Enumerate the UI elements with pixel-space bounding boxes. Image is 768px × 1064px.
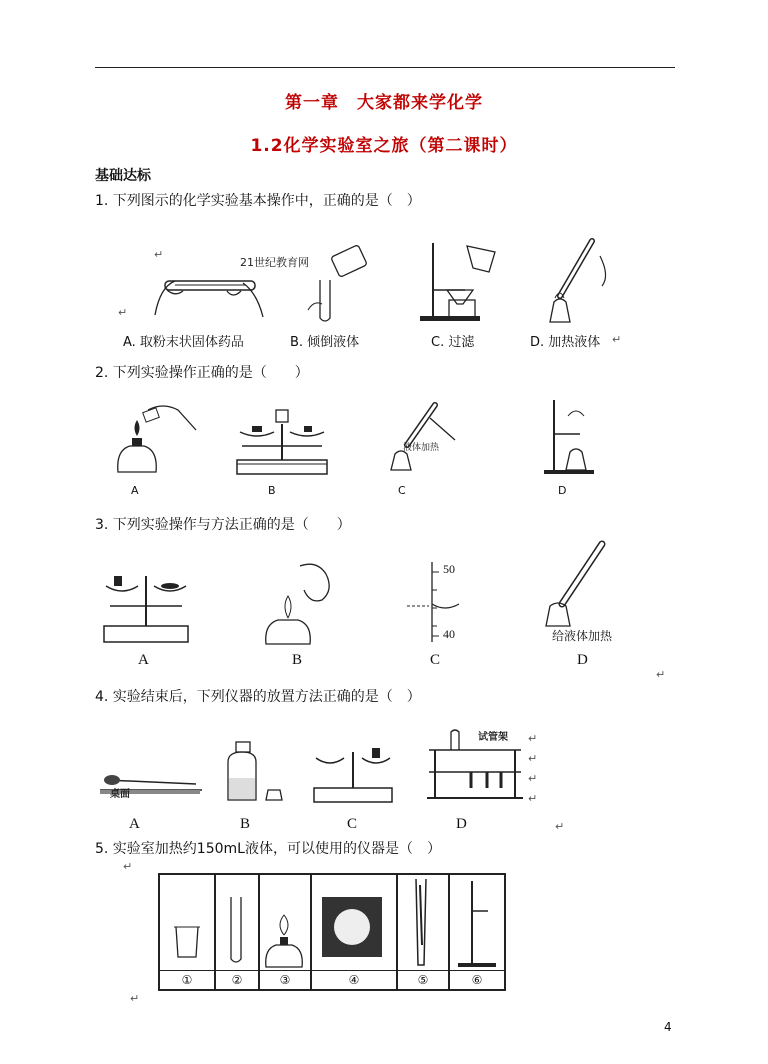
q3-figure-d-heating-liquid	[540, 540, 620, 628]
question-3-text: 3. 下列实验操作与方法正确的是（ ）	[95, 517, 351, 533]
q3-option-b: B	[292, 652, 303, 668]
q5-label-3: ③	[279, 973, 291, 987]
q5-instrument-table	[158, 873, 506, 991]
q2-figure-a-lamp-lighting	[108, 400, 203, 475]
test-tube-icon	[216, 875, 256, 971]
q4-figure-c-balance	[310, 740, 396, 806]
q5-label-1: ①	[181, 973, 193, 987]
page-number: 4	[664, 1020, 672, 1034]
q4-figure-b-reagent-bottle	[222, 738, 286, 804]
watermark-text: 21世纪教育网	[240, 256, 309, 269]
chapter-title: 第一章 大家都来学化学	[285, 93, 483, 113]
lesson-title: 1.2化学实验室之旅（第二课时）	[250, 136, 518, 156]
asbestos-gauze-icon	[312, 875, 394, 971]
q2-option-a: A	[131, 484, 139, 497]
iron-stand-icon	[450, 875, 504, 971]
q5-label-4: ④	[348, 973, 360, 987]
paragraph-mark-icon: ↵	[555, 820, 565, 833]
q1-option-d: D. 加热液体	[530, 335, 601, 350]
paragraph-mark-icon: ↵	[130, 992, 140, 1005]
q4-rack-label: 试管架	[478, 732, 508, 743]
q1-option-c: C. 过滤	[431, 335, 475, 350]
paragraph-mark-icon: ↵	[656, 668, 666, 681]
header-rule	[95, 67, 675, 68]
q4-option-c: C	[347, 816, 358, 832]
question-5-text: 5. 实验室加热约150mL液体，可以使用的仪器是（ ）	[95, 841, 441, 857]
alcohol-lamp-icon	[260, 875, 308, 971]
q1-option-b: B. 倾倒液体	[290, 335, 360, 350]
q2-figure-d-stand-heating	[540, 396, 600, 476]
q2-option-d: D	[558, 484, 567, 497]
q5-cell-test-tube-holder	[398, 875, 450, 989]
q1-figure-b-pouring	[300, 240, 380, 322]
paragraph-mark-icon: ↵	[528, 732, 538, 745]
q5-cell-iron-stand	[450, 875, 504, 989]
q1-option-a: A. 取粉末状固体药品	[123, 335, 244, 350]
q4-option-d: D	[456, 816, 467, 832]
q2-figure-b-balance	[232, 404, 332, 476]
q3-option-c: C	[430, 652, 441, 668]
test-tube-holder-icon	[398, 875, 446, 971]
question-4-text: 4. 实验结束后，下列仪器的放置方法正确的是（ ）	[95, 689, 421, 705]
q3-option-d: D	[577, 652, 588, 668]
q4-desk-label: 桌面	[110, 789, 130, 800]
q5-cell-beaker	[160, 875, 216, 989]
q1-figure-a-hands-powder	[145, 255, 275, 320]
q3-figure-b-lamp-blowing	[262, 560, 342, 648]
q3-scale-bottom: 40	[443, 627, 455, 641]
section-title: 基础达标	[95, 168, 151, 184]
q2-inset-label: 液体加热	[403, 443, 440, 453]
q4-option-b: B	[240, 816, 251, 832]
question-2-text: 2. 下列实验操作正确的是（ ）	[95, 365, 309, 381]
q2-figure-c-heating-tube	[385, 400, 465, 472]
q3-figure-c-cylinder-reading	[405, 560, 465, 644]
q3-scale-top: 50	[443, 562, 455, 576]
paragraph-mark-icon: ↵	[528, 772, 538, 785]
paragraph-mark-icon: ↵	[528, 792, 538, 805]
q5-cell-alcohol-lamp	[260, 875, 312, 989]
q4-option-a: A	[129, 816, 140, 832]
q5-label-2: ②	[231, 973, 243, 987]
q2-option-c: C	[398, 484, 406, 497]
beaker-icon	[160, 875, 212, 971]
q5-label-6: ⑥	[471, 973, 483, 987]
paragraph-mark-icon: ↵	[154, 248, 164, 261]
q5-cell-asbestos-gauze	[312, 875, 398, 989]
q1-figure-d-heating-liquid	[540, 236, 620, 324]
q4-figure-d-tube-rack	[425, 728, 525, 800]
question-1-text: 1. 下列图示的化学实验基本操作中，正确的是（ ）	[95, 193, 421, 209]
paragraph-mark-icon: ↵	[118, 306, 128, 319]
q5-label-5: ⑤	[417, 973, 429, 987]
paragraph-mark-icon: ↵	[612, 333, 622, 346]
q3-inset-label: 给液体加热	[552, 629, 613, 643]
q2-option-b: B	[268, 484, 276, 497]
q5-cell-test-tube	[216, 875, 260, 989]
q3-option-a: A	[138, 652, 149, 668]
paragraph-mark-icon: ↵	[528, 752, 538, 765]
paragraph-mark-icon: ↵	[123, 860, 133, 873]
q3-figure-a-balance	[100, 566, 192, 646]
q1-figure-c-filtration	[415, 238, 505, 323]
